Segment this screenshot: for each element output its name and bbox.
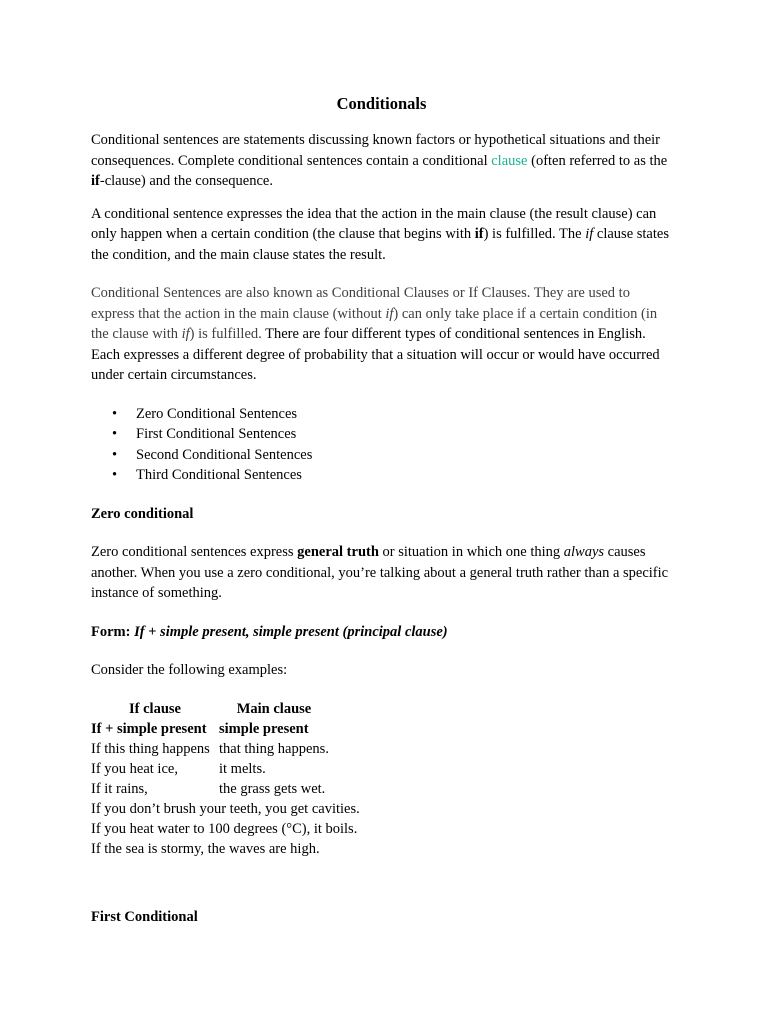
list-item: • Second Conditional Sentences: [136, 445, 672, 466]
table-header: If clause: [129, 700, 181, 717]
example-line: If you don’t brush your teeth, you get cavities.: [91, 800, 360, 817]
list-item: • Zero Conditional Sentences: [136, 404, 672, 425]
table-row: [91, 739, 329, 759]
first-conditional-heading: First Conditional: [91, 908, 198, 925]
table-row: [91, 719, 329, 739]
example-line: If the sea is stormy, the waves are high.: [91, 840, 320, 857]
zero-conditional-heading: Zero conditional: [91, 505, 194, 522]
table-cell: the grass gets wet.: [219, 780, 326, 797]
zero-conditional-form: Form: If + simple present, simple present (principal clause): [91, 623, 448, 640]
table-cell: If it rains,: [91, 780, 148, 797]
intro-paragraph-3: Conditional Sentences are also known as Conditional Clauses or If Clauses. They are used to express that the action in the main clause (without if) can only take place if a certain condition (in the clause with if) is fulfilled. There are four different types of conditional sentences in English. Each expresses a different degree of probability that a situation will occur or would have occurred under certain circumstances.: [91, 285, 660, 383]
intro-paragraph-1: Conditional sentences are statements discussing known factors or hypothetical situations and their consequences. Complete conditional sentences contain a conditional clause (often referred to as the if-clause) and the consequence.: [91, 132, 668, 189]
conditional-types-list: [91, 404, 672, 486]
table-cell: simple present: [219, 720, 309, 737]
example-line: If you heat water to 100 degrees (°C), it boils.: [91, 820, 358, 837]
table-row: [91, 779, 329, 799]
table-cell: If you heat ice,: [91, 760, 178, 777]
intro-paragraph-2: A conditional sentence expresses the idea that the action in the main clause (the result clause) can only happen when a certain condition (the clause that begins with if) is fulfilled. The if clause states the condition, and the main clause states the result.: [91, 205, 669, 263]
list-item: • Third Conditional Sentences: [136, 465, 672, 486]
table-cell: If + simple present: [91, 720, 207, 737]
examples-intro: Consider the following examples:: [91, 662, 288, 678]
table-cell: that thing happens.: [219, 740, 329, 757]
table-cell: it melts.: [219, 760, 266, 777]
page-title: Conditionals: [336, 94, 427, 113]
table-header-row: [91, 699, 329, 719]
examples-table: [91, 699, 329, 799]
table-row: [91, 759, 329, 779]
zero-conditional-description: Zero conditional sentences express general truth or situation in which one thing always causes another. When you use a zero conditional, you’re talking about a general truth rather than a specific instance of something.: [91, 544, 669, 601]
table-cell: If this thing happens: [91, 740, 210, 757]
list-item: • First Conditional Sentences: [136, 424, 672, 445]
table-header: Main clause: [236, 700, 312, 717]
clause-link[interactable]: clause: [491, 152, 528, 169]
